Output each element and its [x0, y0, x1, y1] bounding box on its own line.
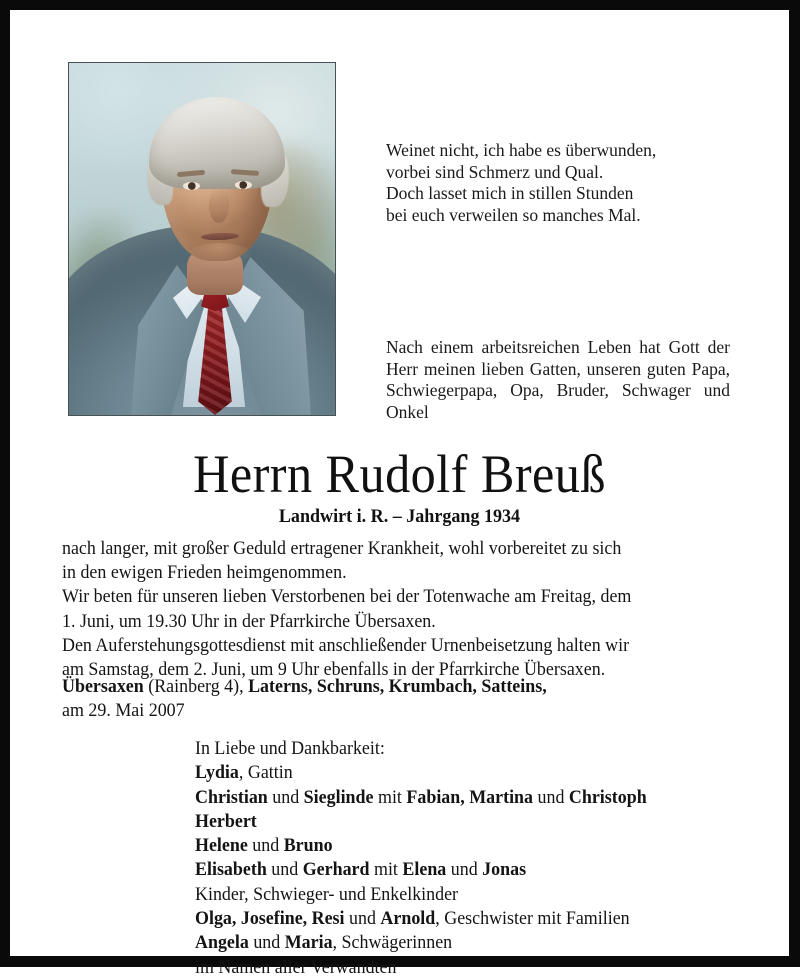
photo-necktie — [195, 303, 235, 415]
photo-hair-right — [261, 145, 289, 207]
photo-suit-jacket — [68, 225, 336, 416]
survivor-relation: und — [248, 933, 285, 954]
photo-tie-knot — [201, 285, 229, 311]
photo-background-foliage-left — [68, 213, 145, 393]
survivor-relation: mit — [373, 787, 407, 808]
survivor-relation: im Namen aller Verwandten — [195, 957, 397, 978]
survivor-name: Arnold — [380, 909, 436, 930]
photo-mouth — [201, 232, 239, 240]
announcement-line: nach langer, mit großer Geduld ertragener Krankheit, wohl vorbereitet zu sich — [62, 539, 622, 559]
photo-lapel-left — [131, 265, 205, 415]
survivor-line — [195, 907, 738, 931]
photo-lapel-right — [219, 257, 311, 415]
announcement-line: am Samstag, dem 2. Juni, um 9 Uhr ebenfalls in der Pfarrkirche Übersaxen. — [62, 660, 606, 681]
photo-hair-left — [147, 149, 173, 205]
survivor-relation: und — [266, 860, 303, 881]
survivor-relation: , Gattin — [238, 763, 293, 784]
photo-eyebrow-left — [177, 170, 205, 177]
survivor-name: Olga, Josefine, Resi — [195, 909, 345, 930]
verse-line: Weinet nicht, ich habe es überwunden, — [386, 140, 657, 160]
deceased-name-block — [10, 445, 789, 529]
survivor-name: Bruno — [283, 836, 333, 857]
main-place: Übersaxen — [62, 677, 144, 697]
survivor-line — [195, 786, 738, 810]
announcement-line: 1. Juni, um 19.30 Uhr in der Pfarrkirche Übersaxen. — [62, 611, 436, 632]
survivors-heading: In Liebe und Dankbarkeit: — [195, 739, 385, 759]
announcement-body — [62, 537, 731, 682]
survivor-name: Herbert — [195, 811, 257, 832]
survivor-line — [195, 956, 738, 980]
survivor-relation: und — [247, 836, 284, 857]
verse-line: Doch lasset mich in stillen Stunden — [386, 183, 634, 203]
survivor-line — [195, 761, 738, 785]
survivor-relation: und — [446, 860, 483, 881]
survivor-relation: , Schwägerinnen — [332, 933, 453, 954]
photo-nose — [209, 189, 229, 223]
survivor-name: Christian — [195, 787, 268, 808]
announcement-line: Den Auferstehungsgottesdienst mit anschließender Urnenbeisetzung halten wir — [62, 635, 630, 656]
survivor-name: Helene — [195, 836, 248, 857]
survivor-name: Maria — [284, 933, 333, 954]
places-line — [62, 675, 741, 699]
photo-background-foliage-right — [233, 145, 336, 295]
photo-ear-left — [153, 169, 171, 201]
survivor-line — [195, 883, 738, 907]
survivor-relation: , Geschwister mit Familien — [435, 909, 630, 930]
survivor-relation: und — [267, 787, 304, 808]
survivor-relation: und — [344, 909, 381, 930]
announcement-line: in den ewigen Frieden heimgenommen. — [62, 563, 347, 584]
deceased-subtitle: Landwirt i. R. – Jahrgang 1934 — [278, 506, 521, 527]
photo-background-ground — [69, 295, 335, 415]
photo-background-sky — [69, 63, 335, 415]
survivor-name: Angela — [195, 933, 249, 954]
photo-shirt-collar-right — [219, 275, 261, 323]
photo-shirt — [177, 275, 251, 407]
announcement-line: Wir beten für unseren lieben Verstorbenen bei der Totenwache am Freitag, dem — [62, 587, 632, 608]
survivor-name: Elisabeth — [195, 860, 267, 881]
photo-shirt-collar-left — [173, 275, 213, 319]
survivor-name: Elena — [402, 860, 447, 881]
street-address: (Rainberg 4), — [143, 677, 249, 697]
memorial-verse — [386, 140, 736, 226]
photo-neck — [187, 247, 243, 295]
verse-line: vorbei sind Schmerz und Qual. — [386, 161, 604, 182]
photo-hair — [149, 97, 285, 189]
survivor-line — [195, 931, 738, 955]
notice-sheet — [10, 10, 789, 978]
survivor-name: Fabian, Martina — [406, 787, 534, 808]
photo-eye-left — [183, 182, 200, 190]
survivor-line — [195, 858, 738, 882]
verse-line: bei euch verweilen so manches Mal. — [386, 204, 641, 225]
photo-chin — [187, 243, 253, 269]
survivor-name: Christoph — [568, 787, 647, 808]
photo-eye-right — [235, 181, 252, 189]
survivor-relation: und — [533, 787, 569, 808]
survivor-name: Lydia — [195, 763, 239, 784]
survivor-name: Jonas — [482, 860, 527, 881]
other-places: Laterns, Schruns, Krumbach, Satteins, — [248, 677, 547, 697]
intro-paragraph: Nach einem arbeitsreichen Leben hat Gott der Herr meinen lieben Gatten, unseren guten Papa, Schwiegerpapa, Opa, Bruder, Schwager und Onkel — [386, 337, 730, 422]
photo-face — [161, 115, 273, 261]
notice-date: am 29. Mai 2007 — [62, 701, 185, 722]
survivors-list — [195, 737, 738, 980]
portrait-photo — [68, 62, 336, 416]
survivor-relation: Kinder, Schwieger- und Enkelkinder — [195, 884, 459, 905]
places-and-date — [62, 675, 741, 723]
survivor-line — [195, 834, 738, 858]
survivor-name: Sieglinde — [303, 787, 374, 808]
survivor-name: Gerhard — [302, 860, 370, 881]
deceased-name: Herrn Rudolf Breuß — [193, 444, 606, 504]
survivor-relation: mit — [369, 860, 403, 881]
photo-eyebrow-right — [231, 169, 259, 176]
survivor-line — [195, 810, 738, 834]
survivors-names — [195, 761, 738, 980]
photo-ear-right — [263, 167, 281, 199]
